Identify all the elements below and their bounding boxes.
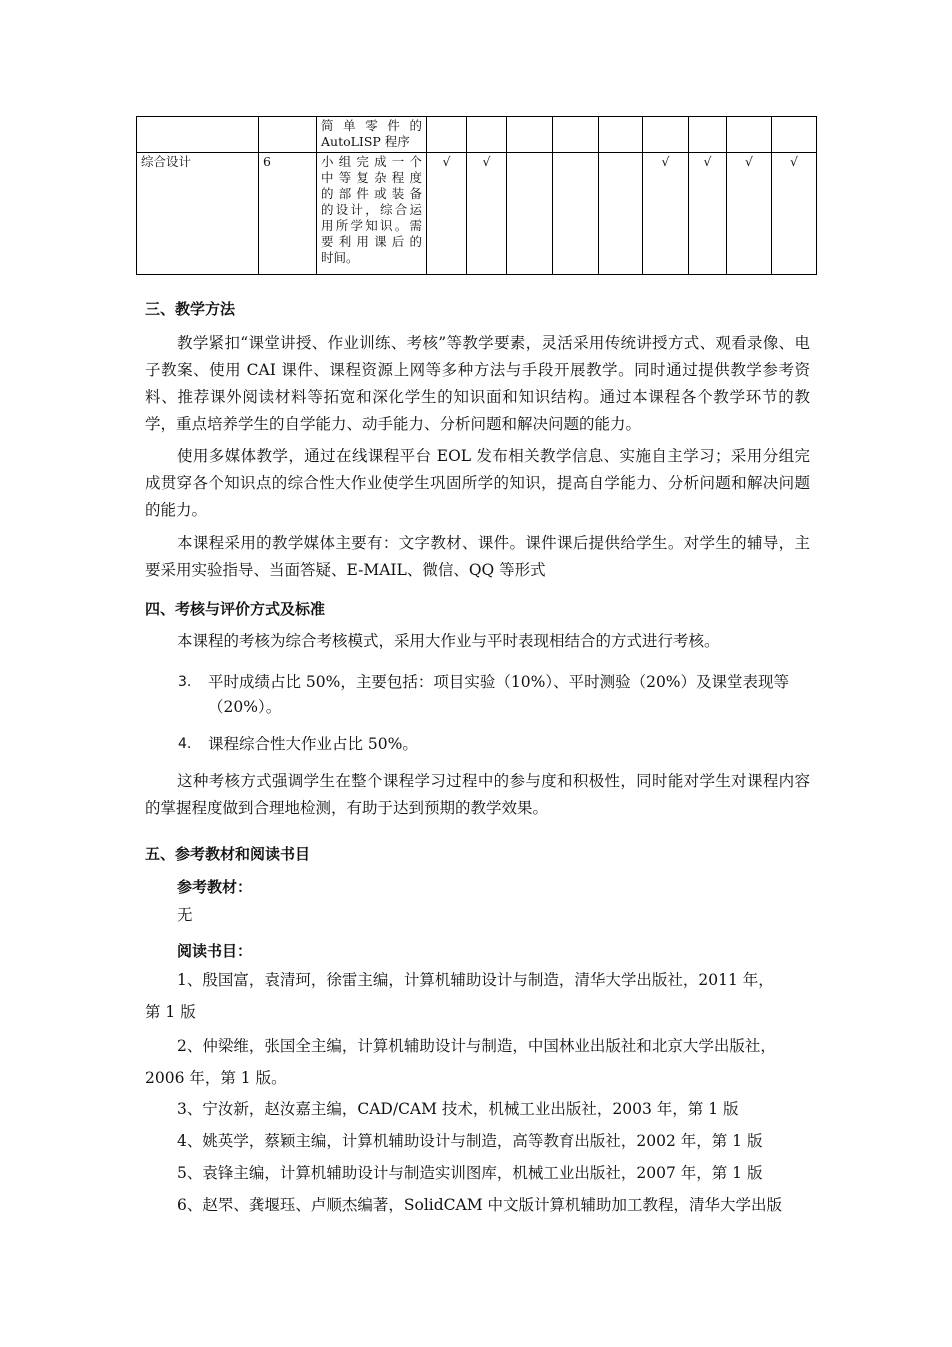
table-cell-hours — [259, 117, 317, 153]
table-cell-name — [137, 117, 259, 153]
paragraph: 教学紧扣“课堂讲授、作业训练、考核”等教学要素，灵活采用传统讲授方式、观看录像、电子教案、使用 CAI 课件、课程资源上网等多种方法与手段开展教学。同时通过提供教学参考资料、推荐课外阅读材料等拓宽和深化学生的知识面和知识结构。通过本课程各个教学环节的教学，重点培养学生的自学能力、动手能力、分析问题和解决问题的能力。 — [145, 334, 810, 433]
table-row — [137, 153, 817, 275]
table-cell-check: √ — [727, 153, 772, 275]
table-cell-check — [599, 117, 643, 153]
book-entry-4: 4、姚英学，蔡颖主编，计算机辅助设计与制造，高等教育出版社，2002 年，第 1 版 — [177, 1132, 763, 1150]
table-cell-desc: 简 单 零 件 的 AutoLISP 程序 — [317, 117, 427, 153]
paragraph-block — [145, 530, 810, 584]
table-cell-check — [507, 153, 553, 275]
paragraph: 本课程的考核为综合考核模式，采用大作业与平时表现相结合的方式进行考核。 — [177, 632, 720, 650]
book-entry-5: 5、袁锋主编，计算机辅助设计与制造实训图库，机械工业出版社，2007 年，第 1 版 — [177, 1164, 763, 1182]
list-item — [178, 670, 810, 720]
book-entry-2: 2、仲梁维，张国全主编，计算机辅助设计与制造，中国林业出版社和北京大学出版社， — [177, 1037, 776, 1055]
book-entry-1: 1、殷国富，袁清珂，徐雷主编，计算机辅助设计与制造，清华大学出版社，2011 年， — [177, 971, 774, 989]
table-cell-check: √ — [643, 153, 689, 275]
table-cell-check: √ — [467, 153, 507, 275]
paragraph: 这种考核方式强调学生在整个课程学习过程中的参与度和积极性，同时能对学生对课程内容的掌握程度做到合理地检测，有助于达到预期的教学效果。 — [145, 772, 810, 817]
book-entry-6: 6、赵罘、龚堰珏、卢顺杰编著，SolidCAM 中文版计算机辅助加工教程，清华大学出版 — [177, 1196, 783, 1214]
section-body-teaching-methods — [145, 330, 810, 438]
list-text: 平时成绩占比 50%，主要包括：项目实验（10%）、平时测验（20%）及课堂表现等（20%）。 — [208, 673, 790, 716]
paragraph: 使用多媒体教学，通过在线课程平台 EOL 发布相关教学信息、实施自主学习；采用分组完成贯穿各个知识点的综合性大作业使学生巩固所学的知识，提高自学能力、分析问题和解决问题的能力。 — [145, 447, 810, 519]
table-cell-check — [643, 117, 689, 153]
paragraph: 本课程采用的教学媒体主要有：文字教材、课件。课件课后提供给学生。对学生的辅导，主要采用实验指导、当面答疑、E-MAIL、微信、QQ 等形式 — [145, 534, 810, 579]
table-cell-check: √ — [689, 153, 727, 275]
book-entry-3: 3、宁汝新，赵汝嘉主编，CAD/CAM 技术，机械工业出版社，2003 年，第 1 版 — [177, 1100, 739, 1118]
table-cell-check — [553, 153, 599, 275]
paragraph-block — [145, 443, 810, 524]
section-heading-references: 五、参考教材和阅读书目 — [145, 845, 311, 863]
table-cell-check: √ — [772, 153, 817, 275]
paragraph-block — [145, 628, 810, 655]
table-cell-check — [507, 117, 553, 153]
table-cell-check: √ — [427, 153, 467, 275]
table-cell-check — [599, 153, 643, 275]
book-entry-1-cont: 第 1 版 — [145, 1003, 196, 1021]
ref-label: 参考教材： — [177, 878, 253, 896]
section-heading-teaching-methods: 三、教学方法 — [145, 300, 236, 318]
table-cell-desc: 小组完成一个 中等复杂程度 的部件或装备 的设计，综合运 用所学知识。需 要利用课后的 时间。 — [317, 153, 427, 275]
list-text: 课程综合性大作业占比 50%。 — [208, 735, 418, 753]
reading-label: 阅读书目： — [177, 942, 253, 960]
table-cell-hours: 6 — [259, 153, 317, 275]
table-row — [137, 117, 817, 153]
content-table — [136, 116, 817, 275]
ref-value: 无 — [177, 906, 193, 924]
table-cell-check — [467, 117, 507, 153]
table-cell-check — [427, 117, 467, 153]
list-item — [178, 732, 810, 757]
table-cell-name: 综合设计 — [137, 153, 259, 275]
table-cell-check — [772, 117, 817, 153]
table-cell-check — [553, 117, 599, 153]
section-heading-assessment: 四、考核与评价方式及标准 — [145, 600, 326, 618]
list-number: 4. — [178, 736, 192, 752]
list-number: 3. — [178, 674, 192, 690]
table-cell-check — [727, 117, 772, 153]
table-cell-check — [689, 117, 727, 153]
paragraph-block — [145, 768, 810, 822]
book-entry-2-cont: 2006 年，第 1 版。 — [145, 1069, 287, 1087]
